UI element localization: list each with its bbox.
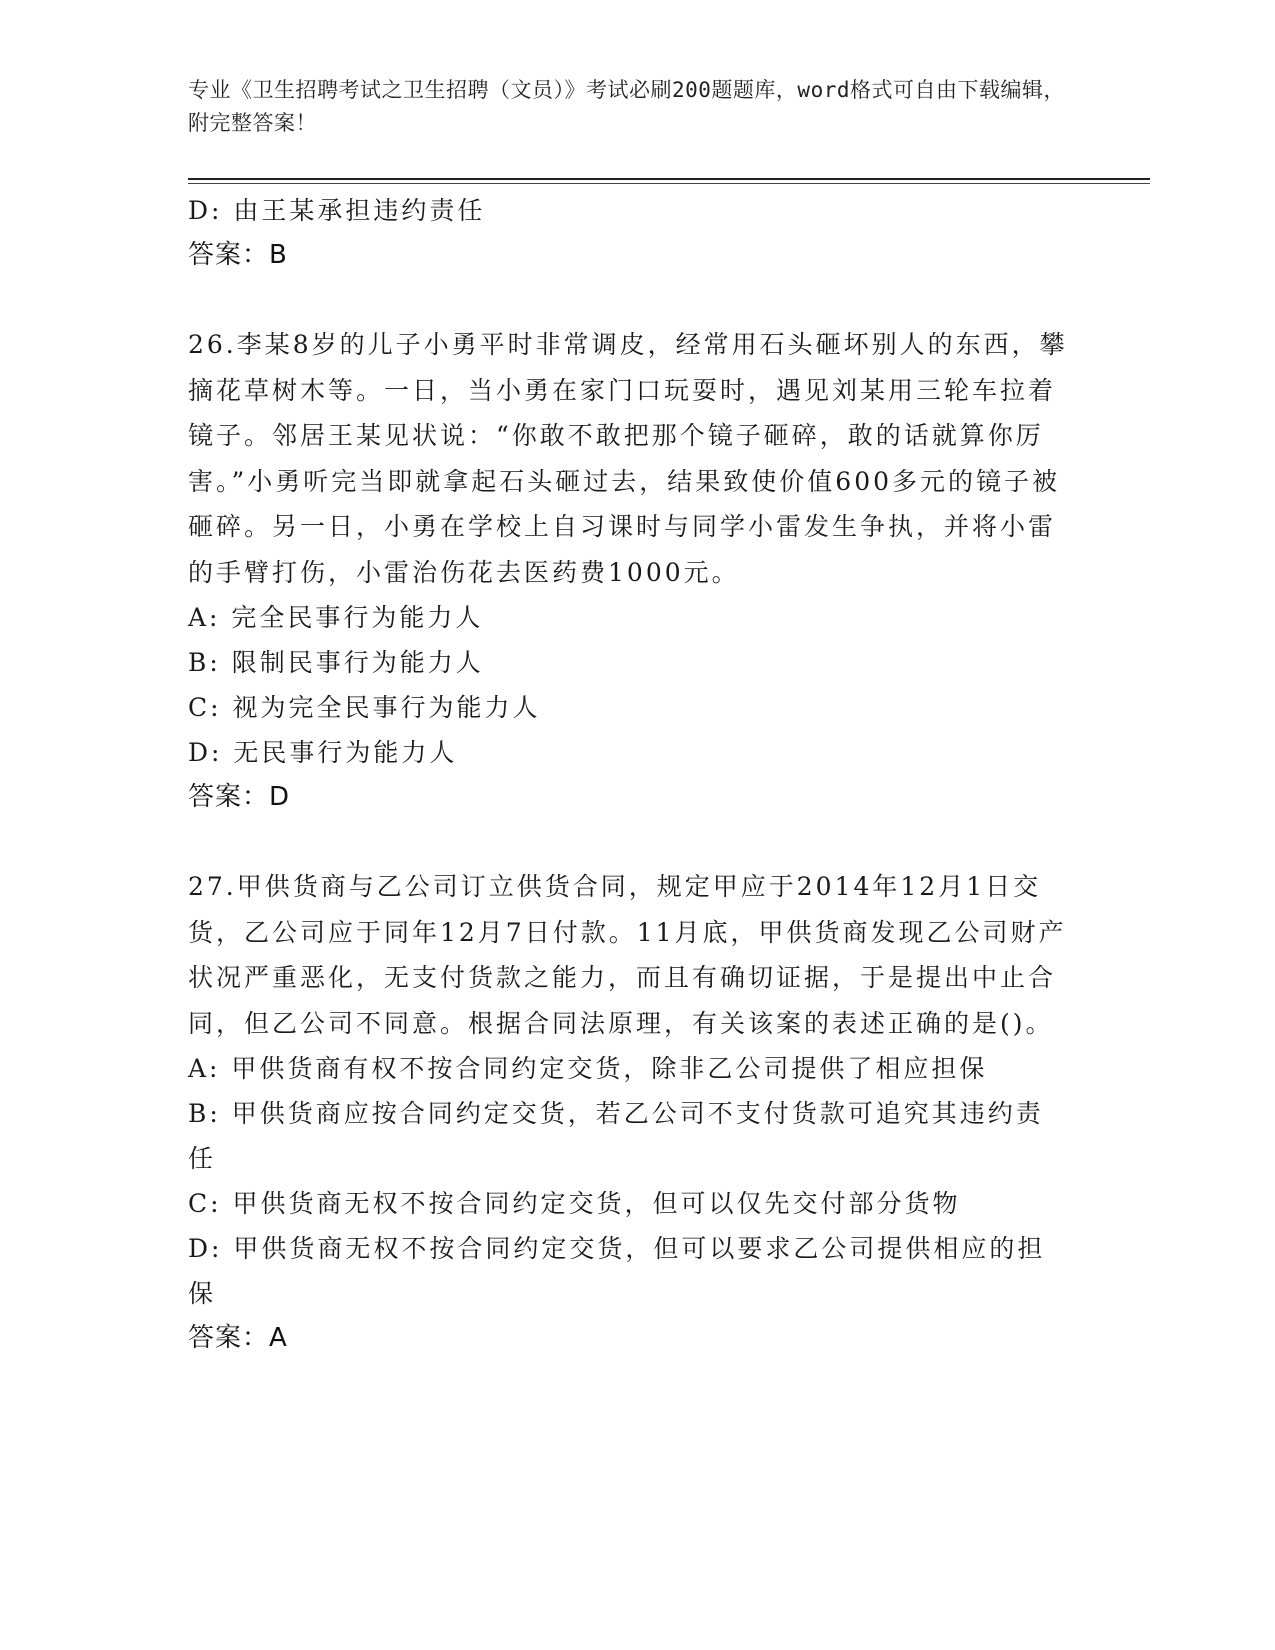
q26-option-b: B: 限制民事行为能力人 bbox=[188, 648, 484, 677]
q27-option-c: C: 甲供货商无权不按合同约定交货，但可以仅先交付部分货物 bbox=[188, 1189, 961, 1218]
q27-option-a: A: 甲供货商有权不按合同约定交货，除非乙公司提供了相应担保 bbox=[188, 1054, 988, 1083]
q26-option-d: D: 无民事行为能力人 bbox=[188, 738, 458, 767]
header-divider-thick bbox=[188, 178, 1150, 180]
spacer bbox=[188, 278, 1068, 322]
spacer bbox=[188, 820, 1068, 864]
q26-option-c: C: 视为完全民事行为能力人 bbox=[188, 693, 541, 722]
q27-option-d: D: 甲供货商无权不按合同约定交货，但可以要求乙公司提供相应的担保 bbox=[188, 1234, 1046, 1308]
q27-option-b: B: 甲供货商应按合同约定交货，若乙公司不支付货款可追究其违约责任 bbox=[188, 1099, 1044, 1173]
q27-answer: 答案：A bbox=[188, 1323, 288, 1353]
q25-answer: 答案：B bbox=[188, 240, 288, 270]
q27-stem: 27.甲供货商与乙公司订立供货合同，规定甲应于2014年12月1日交货，乙公司应于同年12月7日付款。11月底，甲供货商发现乙公司财产状况严重恶化，无支付货款之能力，而且有确切证据，于是提出中止合同，但乙公司不同意。根据合同法原理，有关该案的表述正确的是()。 bbox=[188, 872, 1067, 1038]
q26-answer: 答案：D bbox=[188, 782, 291, 812]
q26-option-a: A: 完全民事行为能力人 bbox=[188, 603, 484, 632]
q26-stem: 26.李某8岁的儿子小勇平时非常调皮，经常用石头砸坏别人的东西，攀摘花草树木等。一日，当小勇在家门口玩耍时，遇见刘某用三轮车拉着镜子。邻居王某见状说：“你敢不敢把那个镜子砸碎，敢的话就算你厉害。”小勇听完当即就拿起石头砸过去，结果致使价值600多元的镜子被砸碎。另一日，小勇在学校上自习课时与同学小雷发生争执，并将小雷的手臂打伤，小雷治伤花去医药费1000元。 bbox=[188, 330, 1068, 587]
header-divider-thin bbox=[188, 183, 1150, 184]
document-body bbox=[188, 188, 1068, 1361]
page-header: 专业《卫生招聘考试之卫生招聘（文员）》考试必刷200题题库，word格式可自由下载编辑，附完整答案！ bbox=[188, 78, 1065, 135]
q25-option-d: D: 由王某承担违约责任 bbox=[188, 196, 486, 225]
